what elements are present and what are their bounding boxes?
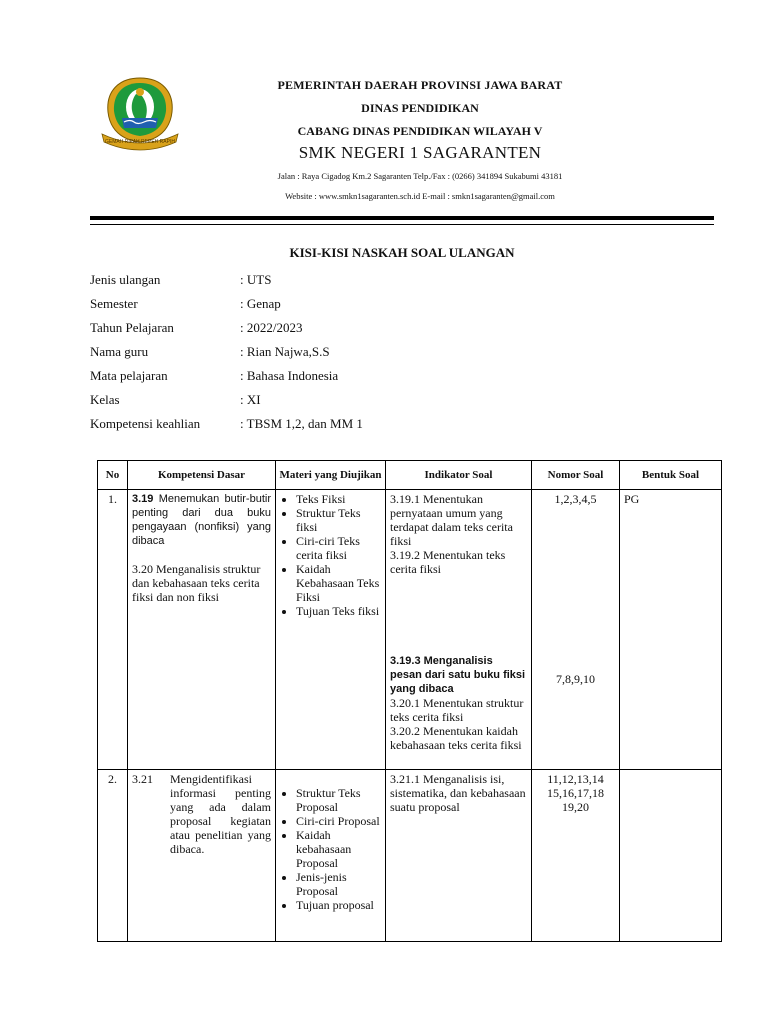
nomor-soal-a: 1,2,3,4,5 xyxy=(554,492,597,506)
indikator-3193: 3.19.3 Menganalisis pesan dari satu buku fiksi yang dibaca xyxy=(390,655,526,695)
list-item: • Ciri-ciri Proposal xyxy=(296,814,381,828)
info-value: : 2022/2023 xyxy=(240,320,303,335)
info-label: Kelas xyxy=(90,392,120,407)
col-header-kompetensi: Kompetensi Dasar xyxy=(128,461,276,490)
info-row-teacher xyxy=(90,340,590,364)
indikator-3211: 3.21.1 Menganalisis isi, sistematika, dan kebahasaan suatu proposal xyxy=(390,772,526,814)
nomor-soal-line: 11,12,13,14 xyxy=(547,772,604,786)
nomor-soal-b: 7,8,9,10 xyxy=(556,672,595,686)
table-row xyxy=(98,770,722,942)
info-row-semester xyxy=(90,292,590,316)
info-label: Mata pelajaran xyxy=(90,368,168,383)
nomor-cell xyxy=(532,490,620,770)
header-school-name: SMK NEGERI 1 SAGARANTEN xyxy=(298,143,542,162)
materi-list xyxy=(280,492,381,618)
indikator-cell xyxy=(386,770,532,942)
info-row-exam-type xyxy=(90,268,590,292)
indikator-3192: 3.19.2 Menentukan teks cerita fiksi xyxy=(390,548,506,576)
list-item: • Struktur Teks Proposal xyxy=(296,786,381,814)
document-title: KISI-KISI NASKAH SOAL ULANGAN xyxy=(289,245,515,260)
indikator-3202: 3.20.2 Menentukan kaidah kebahasaan teks cerita fiksi xyxy=(390,724,522,752)
kd-319: 3.19 Menemukan butir-butir penting dari dua buku pengayaan (nonfiksi) yang dibaca xyxy=(132,493,271,547)
info-value: : UTS xyxy=(240,272,272,287)
header-department: DINAS PENDIDIKAN xyxy=(361,101,479,115)
table-row xyxy=(98,490,722,770)
materi-list xyxy=(280,786,381,912)
nomor-soal-line: 15,16,17,18 xyxy=(547,786,604,800)
info-label: Semester xyxy=(90,296,138,311)
materi-cell xyxy=(276,770,386,942)
kisi-kisi-table xyxy=(97,460,722,942)
bentuk-cell xyxy=(620,770,722,942)
header-website: Website : www.smkn1sagaranten.sch.id E-mail : smkn1sagaranten@gmail.com xyxy=(285,191,555,201)
info-row-subject xyxy=(90,364,590,388)
list-item: • Struktur Teks fiksi xyxy=(296,506,381,534)
header-branch: CABANG DINAS PENDIDIKAN WILAYAH V xyxy=(297,124,543,138)
kd-cell xyxy=(128,770,276,942)
row-number: 1. xyxy=(98,490,128,770)
indikator-3191: 3.19.1 Menentukan pernyataan umum yang terdapat dalam teks cerita fiksi xyxy=(390,492,513,548)
info-row-competency xyxy=(90,412,590,436)
header-divider-thin xyxy=(90,224,714,225)
list-item: • Jenis-jenis Proposal xyxy=(296,870,381,898)
info-row-academic-year xyxy=(90,316,590,340)
col-header-materi: Materi yang Diujikan xyxy=(276,461,386,490)
exam-info xyxy=(90,268,590,436)
info-row-class xyxy=(90,388,590,412)
info-label: Tahun Pelajaran xyxy=(90,320,174,335)
kd-cell xyxy=(128,490,276,770)
indikator-cell xyxy=(386,490,532,770)
info-value: : XI xyxy=(240,392,261,407)
info-label: Kompetensi keahlian xyxy=(90,416,201,431)
table-header-row xyxy=(98,461,722,490)
nomor-cell xyxy=(532,770,620,942)
kd-320: 3.20 Menganalisis struktur dan kebahasaan teks cerita fiksi dan non fiksi xyxy=(132,562,261,604)
materi-cell xyxy=(276,490,386,770)
list-item: • Kaidah kebahasaan Proposal xyxy=(296,828,381,870)
info-label: Nama guru xyxy=(90,344,149,359)
info-label: Jenis ulangan xyxy=(90,272,161,287)
list-item: • Ciri-ciri Teks cerita fiksi xyxy=(296,534,381,562)
list-item: • Kaidah Kebahasaan Teks Fiksi xyxy=(296,562,381,604)
info-value: : TBSM 1,2, dan MM 1 xyxy=(240,416,363,431)
col-header-no: No xyxy=(98,461,128,490)
logo-motto: GEMAH RIPAH REPEH RAPIH xyxy=(105,139,175,145)
col-header-nomor: Nomor Soal xyxy=(532,461,620,490)
col-header-bentuk: Bentuk Soal xyxy=(620,461,722,490)
kd-321: 3.21 Mengidentifikasi informasi penting yang ada dalam proposal kegiatan atau penelitian yang dibaca. xyxy=(132,772,271,856)
indikator-3201: 3.20.1 Menentukan struktur teks cerita fiksi xyxy=(390,696,524,724)
header-address: Jalan : Raya Cigadog Km.2 Sagaranten Telp./Fax : (0266) 341894 Sukabumi 43181 xyxy=(277,171,563,181)
header-divider-thick xyxy=(90,216,714,220)
header-government: PEMERINTAH DAERAH PROVINSI JAWA BARAT xyxy=(277,78,563,92)
info-value: : Genap xyxy=(240,296,281,311)
list-item: • Tujuan Teks fiksi xyxy=(296,604,381,618)
list-item: • Tujuan proposal xyxy=(296,898,381,912)
col-header-indikator: Indikator Soal xyxy=(386,461,532,490)
nomor-soal-line: 19,20 xyxy=(562,800,589,814)
info-value: : Rian Najwa,S.S xyxy=(240,344,330,359)
row-number: 2. xyxy=(98,770,128,942)
info-value: : Bahasa Indonesia xyxy=(240,368,339,383)
list-item: • Teks Fiksi xyxy=(296,492,381,506)
bentuk-cell: PG xyxy=(620,490,722,770)
